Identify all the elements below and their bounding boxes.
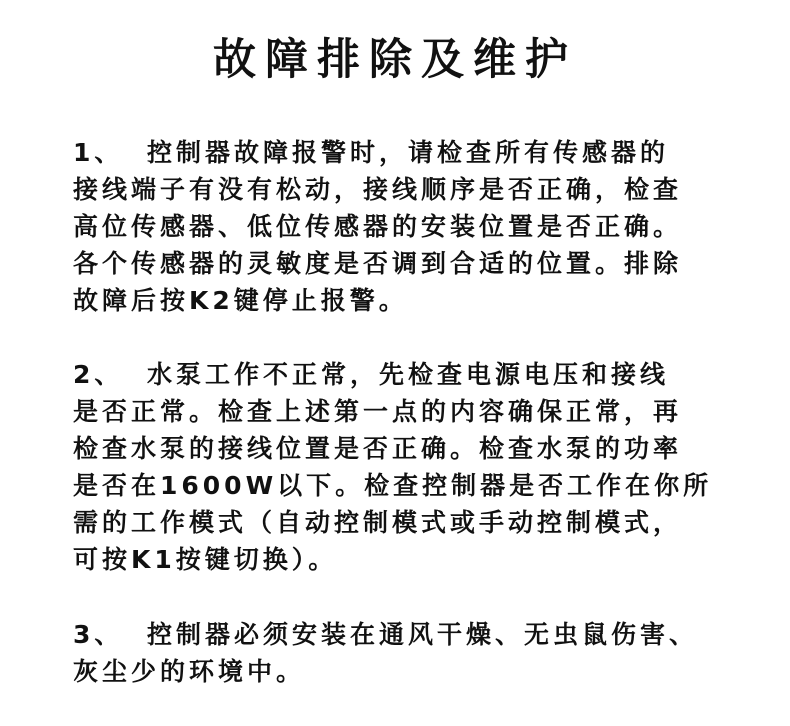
troubleshooting-item-3 [73, 616, 763, 690]
item-text: 水泵工作不正常，先检查电源电压和接线 [147, 360, 670, 389]
item-line: 故障后按K2键停止报警。 [73, 286, 408, 315]
item-text: 控制器故障报警时，请检查所有传感器的 [147, 138, 670, 167]
item-number: 3、 [73, 620, 124, 649]
item-line: 检查水泵的接线位置是否正确。检查水泵的功率 [73, 434, 683, 463]
item-line [73, 616, 763, 653]
item-line: 是否正常。检查上述第一点的内容确保正常，再 [73, 397, 683, 426]
page-title: 故障排除及维护 [213, 35, 577, 85]
item-line: 需的工作模式（自动控制模式或手动控制模式， [73, 508, 683, 537]
item-line: 灰尘少的环境中。 [73, 657, 306, 686]
item-line: 是否在1600W以下。检查控制器是否工作在你所 [73, 471, 713, 500]
item-number: 2、 [73, 360, 124, 389]
item-line: 接线端子有没有松动，接线顺序是否正确，检查 [73, 175, 683, 204]
item-line: 可按K1按键切换）。 [73, 545, 338, 574]
item-line: 各个传感器的灵敏度是否调到合适的位置。排除 [73, 249, 683, 278]
item-line [73, 134, 763, 171]
troubleshooting-item-1 [73, 134, 763, 319]
item-text: 控制器必须安装在通风干燥、无虫鼠伤害、 [147, 620, 699, 649]
item-line [73, 356, 763, 393]
item-line: 高位传感器、低位传感器的安装位置是否正确。 [73, 212, 683, 241]
troubleshooting-item-2 [73, 356, 763, 578]
item-number: 1、 [73, 138, 124, 167]
